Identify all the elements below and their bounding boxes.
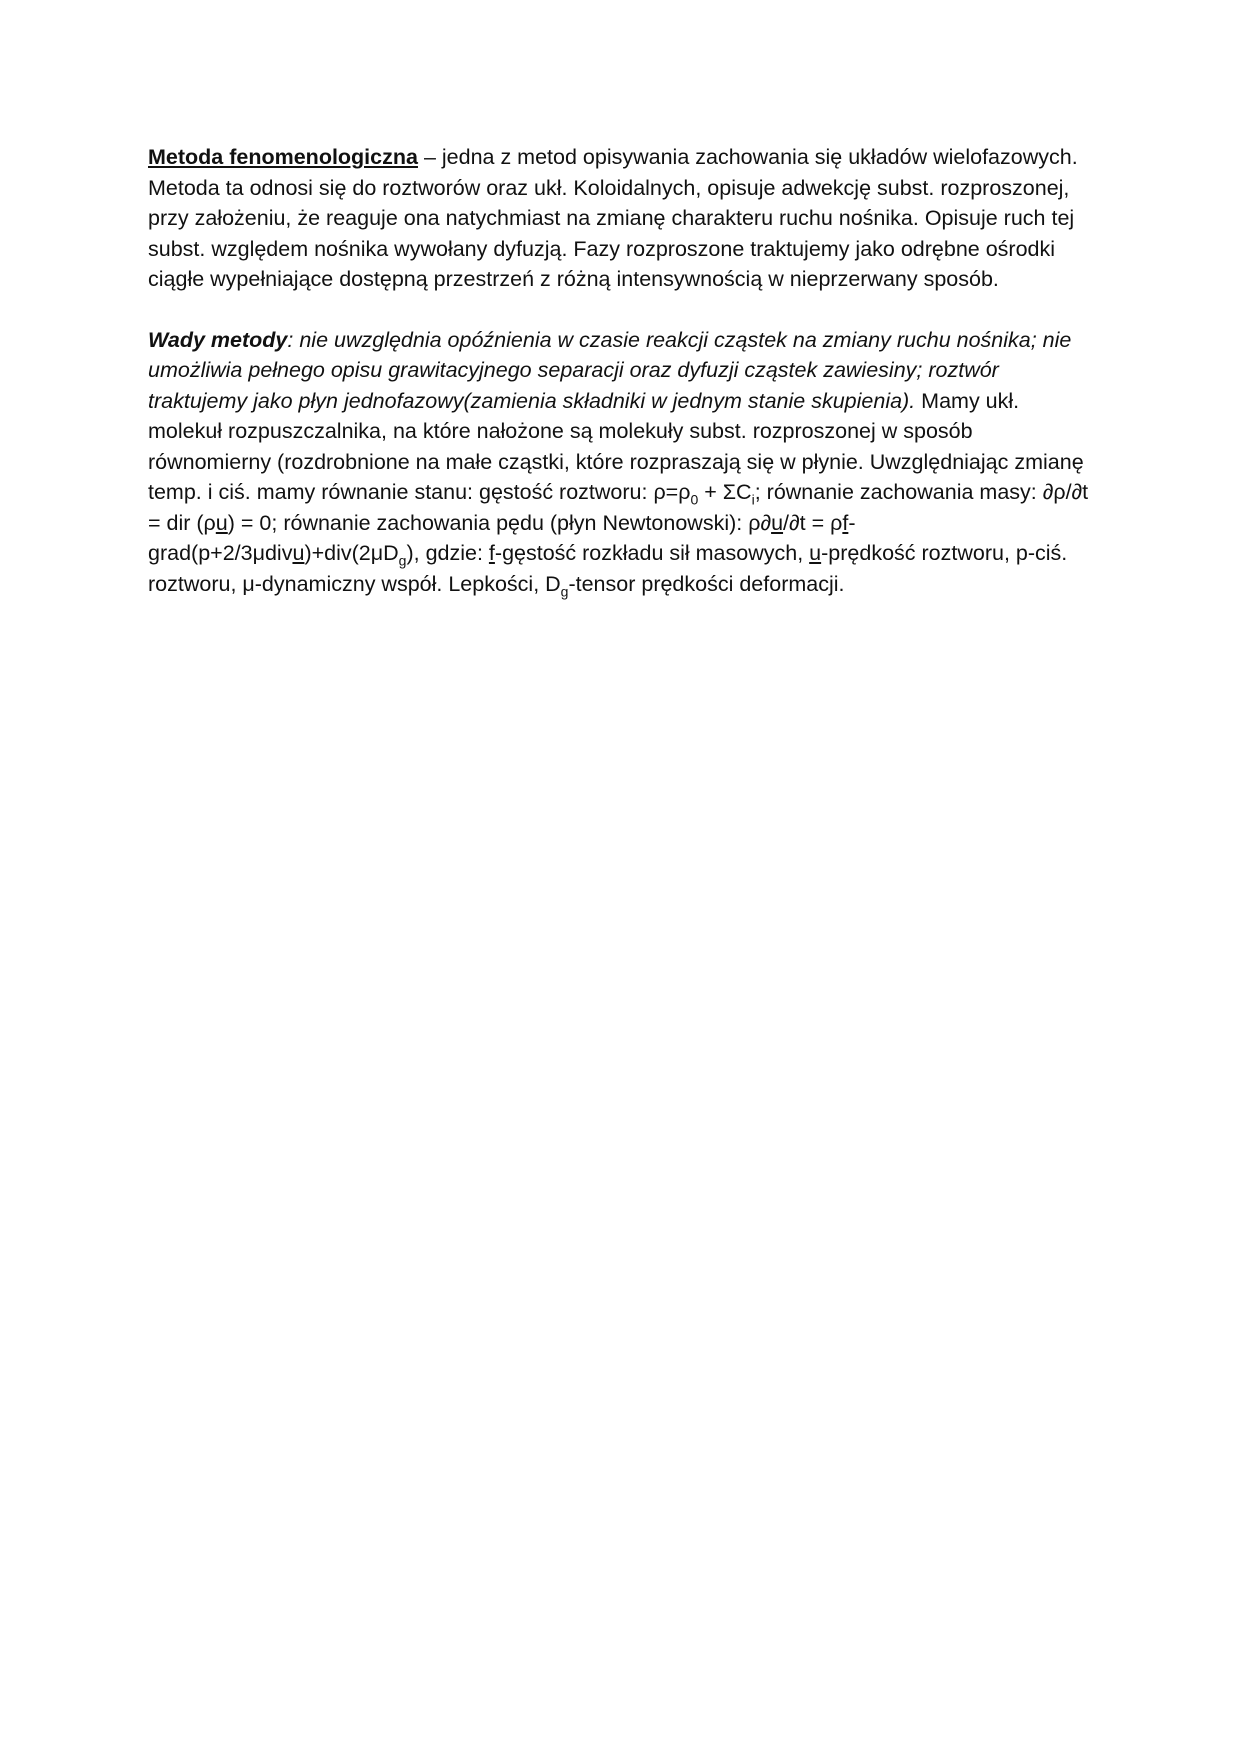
vector-symbol: f (842, 510, 849, 535)
text-part: -grad(p+2/3μdiv (148, 510, 856, 565)
text-part: -prędkość roztworu, p-ciś. roztworu, μ-dynamiczny współ. Lepkości, D (148, 541, 1068, 596)
document-page (148, 142, 1098, 599)
term-heading: Metoda fenomenologiczna (148, 145, 418, 169)
vector-symbol: u (215, 510, 228, 535)
paragraph-drawbacks (148, 325, 1098, 600)
text-part: ) = 0; równanie zachowania pędu (płyn Newtonowski): ρ∂ (227, 510, 772, 535)
text-part: Mamy ukł. molekuł rozpuszczalnika, na które nałożone są molekuły subst. rozproszonej w sposób równomierny (rozdrobnione na małe cząstki, które rozpraszają się w płynie. Uwzględniając zmianę temp. i ciś. mamy równanie stanu: gęstość roztworu: ρ=ρ (148, 388, 1084, 504)
subscript: g (398, 552, 407, 569)
text-part: /∂t = ρ (783, 510, 843, 535)
text-part: -tensor prędkości deformacji. (568, 571, 845, 596)
subscript: g (560, 582, 569, 599)
definition-text: – jedna z metod opisywania zachowania się układów wielofazowych. Metoda ta odnosi się do roztworów oraz ukł. Koloidalnych, opisuje adwekcję subst. rozproszonej, przy założeniu, że reaguje ona natychmiast na zmianę charakteru ruchu nośnika. Opisuje ruch tej subst. względem nośnika wywołany dyfuzją. Fazy rozproszone traktujemy jako odrębne ośrodki ciągłe wypełniające dostępną przestrzeń z różną intensywnością w nieprzerwany sposób. (148, 145, 1078, 291)
text-part: ), gdzie: (406, 541, 489, 565)
vector-symbol: u (771, 510, 784, 535)
paragraph-definition (148, 142, 1098, 295)
text-part: + ΣC (698, 480, 752, 504)
vector-symbol: f (488, 541, 495, 565)
drawbacks-italic-text: : nie uwzględnia opóźnienia w czasie reakcji cząstek na zmiany ruchu nośnika; nie umożliwia pełnego opisu grawitacyjnego separacji oraz dyfuzji cząstek zawiesiny; roztwór traktujemy jako płyn jednofazowy(zamienia składniki w jednym stanie skupienia). (148, 327, 1072, 413)
vector-symbol: u (809, 541, 822, 565)
text-part: ; równanie zachowania masy: ∂ρ/∂t = dir (ρ (148, 480, 1089, 535)
subscript: i (751, 491, 755, 508)
subscript: 0 (690, 491, 699, 508)
text-part: )+div(2μD (304, 541, 399, 565)
drawbacks-heading: Wady metody (148, 327, 288, 352)
vector-symbol: u (292, 541, 305, 565)
text-part: -gęstość rozkładu sił masowych, (494, 541, 810, 565)
